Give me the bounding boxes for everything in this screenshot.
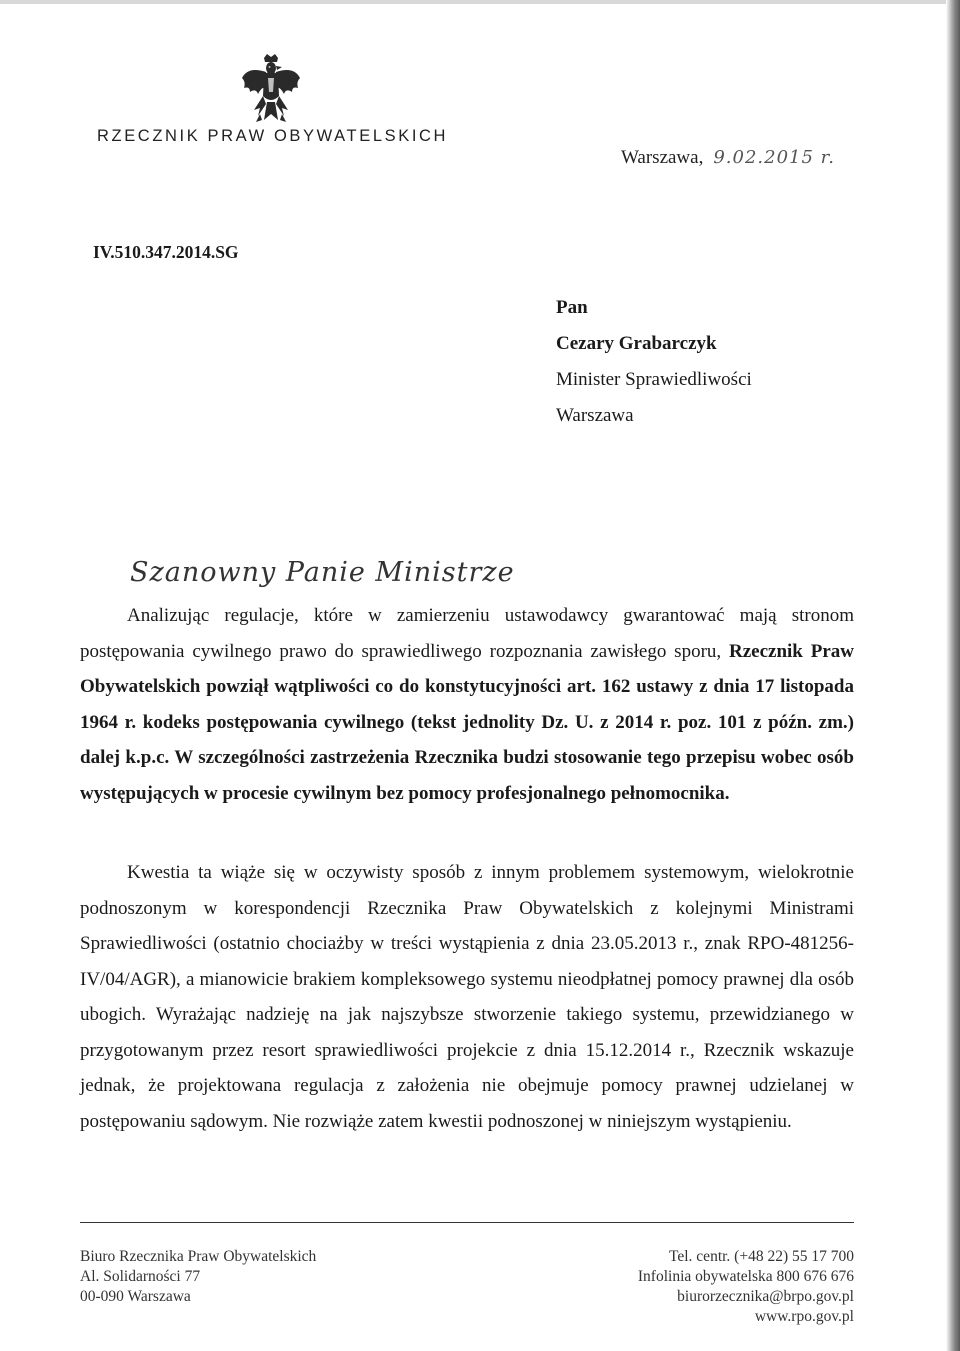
page-right-edge <box>946 0 960 1351</box>
footer-divider <box>80 1222 854 1223</box>
recipient-name: Cezary Grabarczyk <box>556 333 717 354</box>
institution-name: RZECZNIK PRAW OBYWATELSKICH <box>97 127 449 145</box>
footer-email: biurorzecznika@brpo.gov.pl <box>677 1288 854 1305</box>
place: Warszawa, <box>621 147 704 168</box>
footer-office: Biuro Rzecznika Praw Obywatelskich <box>80 1248 317 1265</box>
footer-postal-city: 00-090 Warszawa <box>80 1288 191 1305</box>
footer-hotline: Infolinia obywatelska 800 676 676 <box>637 1268 854 1285</box>
recipient-title: Pan <box>556 297 588 318</box>
body-paragraph-2: Kwestia ta wiąże się w oczywisty sposób z innym problemem systemowym, wielokrotnie podnoszonym w korespondencji Rzecznika Praw Obywatelskich z kolejnymi Ministrami Sprawiedliwości (ostatnio chociażby w treści wystąpienia z dnia 23.05.2013 r., znak RPO-481256-IV/04/AGR), a mianowicie brakiem kompleksowego systemu nieodpłatnej pomocy prawnej dla osób ubogich. Wyrażając nadzieję na jak najszybsze stworzenie takiego systemu, przewidzianego w przygotowanym przez resort sprawiedliwości projekcie z dnia 15.12.2014 r., Rzecznik wskazuje jednak, że projektowana regulacja z założenia nie obejmuje pomocy prawnej udzielanej w postępowaniu sądowym. Nie rozwiąże zatem kwestii podnoszonej w niniejszym wystąpieniu. <box>80 862 854 1132</box>
recipient-city: Warszawa <box>556 405 634 426</box>
paragraph-1-bold: Rzecznik Praw Obywatelskich powziął wątpliwości co do konstytucyjności art. 162 ustawy z dnia 17 listopada 1964 r. kodeks postępowania cywilnego (tekst jednolity Dz. U. z 2014 r. poz. 101 z późn. zm.) dalej k.p.c. W szczególności zastrzeżenia Rzecznika budzi stosowanie tego przepisu wobec osób występujących w procesie cywilnym bez pomocy profesjonalnego pełnomocnika. <box>80 640 854 804</box>
footer-phone: Tel. centr. (+48 22) 55 17 700 <box>668 1248 854 1265</box>
handwritten-date: 9.02.2015 r. <box>713 147 836 168</box>
case-number: IV.510.347.2014.SG <box>93 242 239 262</box>
recipient-position: Minister Sprawiedliwości <box>556 369 752 390</box>
page-top-edge <box>0 0 960 4</box>
footer-street: Al. Solidarności 77 <box>80 1268 201 1285</box>
polish-eagle-emblem <box>240 52 302 128</box>
place-and-date <box>621 147 835 169</box>
paragraph-1-regular: Analizując regulacje, które w zamierzeniu ustawodawcy gwarantować mają stronom postępowania cywilnego prawo do sprawiedliwego rozpoznania zawisłego sporu, <box>80 605 854 662</box>
body-paragraph-1 <box>80 598 854 811</box>
footer-contact <box>560 1247 854 1327</box>
footer-address <box>80 1247 316 1307</box>
footer-website: www.rpo.gov.pl <box>754 1308 854 1325</box>
handwritten-salutation: Szanowny Panie Ministrze <box>130 557 515 588</box>
recipient-block <box>556 290 752 434</box>
